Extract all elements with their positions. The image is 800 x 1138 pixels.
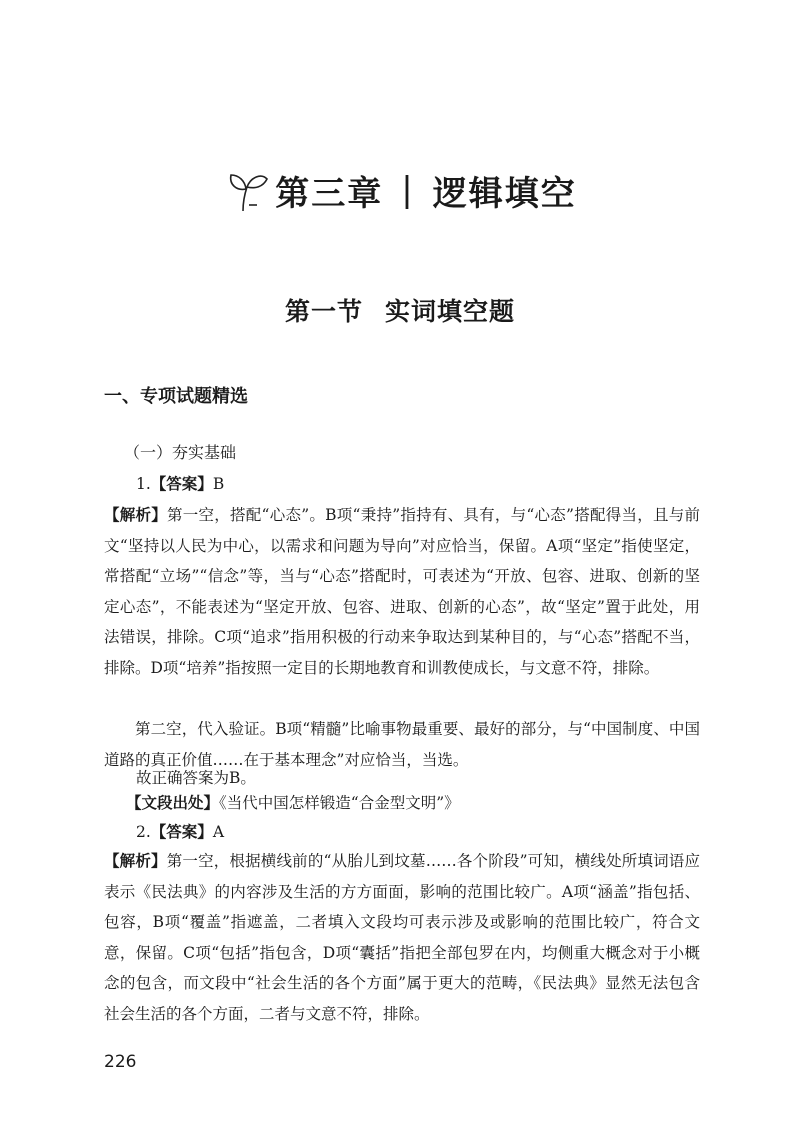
q2-answer-line xyxy=(136,820,224,842)
q1-analysis-text: 第一空，搭配“心态”。B项“秉持”指持有、具有，与“心态”搭配得当，且与前文“坚持以人民为中心，以需求和问题为导向”对应恰当，保留。A项“坚定”指使坚定，常搭配“立场”“信念”等，当与“心态”搭配时，可表述为“开放、包容、进取、创新的坚定心态”，不能表述为“坚定开放、包容、进取、创新的心态”，故“坚定”置于此处，用法错误，排除。C项“追求”指用积极的行动来争取达到某种目的，与“心态”搭配不当，排除。D项“培养”指按照一定目的长期地教育和训教使成长，与文意不符，排除。 xyxy=(104,506,700,677)
section-number: 第一节 xyxy=(284,297,363,326)
section-name: 实词填空题 xyxy=(385,297,516,326)
q1-number: 1. xyxy=(136,475,151,493)
chapter-title: 第三章 xyxy=(275,173,384,214)
q1-source-line xyxy=(126,791,460,813)
q1-source-tag: 【文段出处】 xyxy=(126,794,220,812)
subpart-title: （一）夯实基础 xyxy=(124,443,237,462)
q2-analysis xyxy=(104,846,700,1029)
chapter-heading xyxy=(0,160,800,220)
page-number: 226 xyxy=(104,1052,137,1072)
q1-conclusion: 故正确答案为B。 xyxy=(136,769,256,787)
q1-analysis-second: 第二空，代入验证。B项“精髓”比喻事物最重要、最好的部分，与“中国制度、中国道路的真正价值……在于基本理念”对应恰当，当选。 xyxy=(104,720,700,769)
q2-answer-tag: 【答案】 xyxy=(150,823,213,841)
q1-answer-line xyxy=(136,472,224,494)
q1-answer: B xyxy=(212,475,225,493)
q1-source: 《当代中国怎样锻造“合金型文明”》 xyxy=(219,794,460,812)
q1-answer-tag: 【答案】 xyxy=(150,475,213,493)
q2-answer: A xyxy=(212,823,225,841)
q1-analysis-tag: 【解析】 xyxy=(104,506,168,524)
q1-analysis xyxy=(104,500,700,683)
q2-number: 2. xyxy=(136,823,151,841)
section-title xyxy=(0,292,800,328)
part-title: 一、专项试题精选 xyxy=(104,386,248,407)
q2-analysis-text: 第一空，根据横线前的“从胎儿到坟墓……各个阶段”可知，横线处所填词语应表示《民法典》的内容涉及生活的方方面面，影响的范围比较广。A项“涵盖”指包括、包容，B项“覆盖”指遮盖，二者填入文段均可表示涉及或影响的范围比较广，符合文意，保留。C项“包括”指包含，D项“囊括”指把全部包罗在内，均侧重大概念对于小概念的包含，而文段中“社会生活的各个方面”属于更大的范畴，《民法典》显然无法包含社会生活的各个方面，二者与文意不符，排除。 xyxy=(104,852,700,1023)
chapter-separator: | xyxy=(401,170,415,210)
q2-analysis-tag: 【解析】 xyxy=(104,852,167,870)
chapter-subtitle: 逻辑填空 xyxy=(432,173,577,214)
sprout-icon xyxy=(223,167,269,213)
